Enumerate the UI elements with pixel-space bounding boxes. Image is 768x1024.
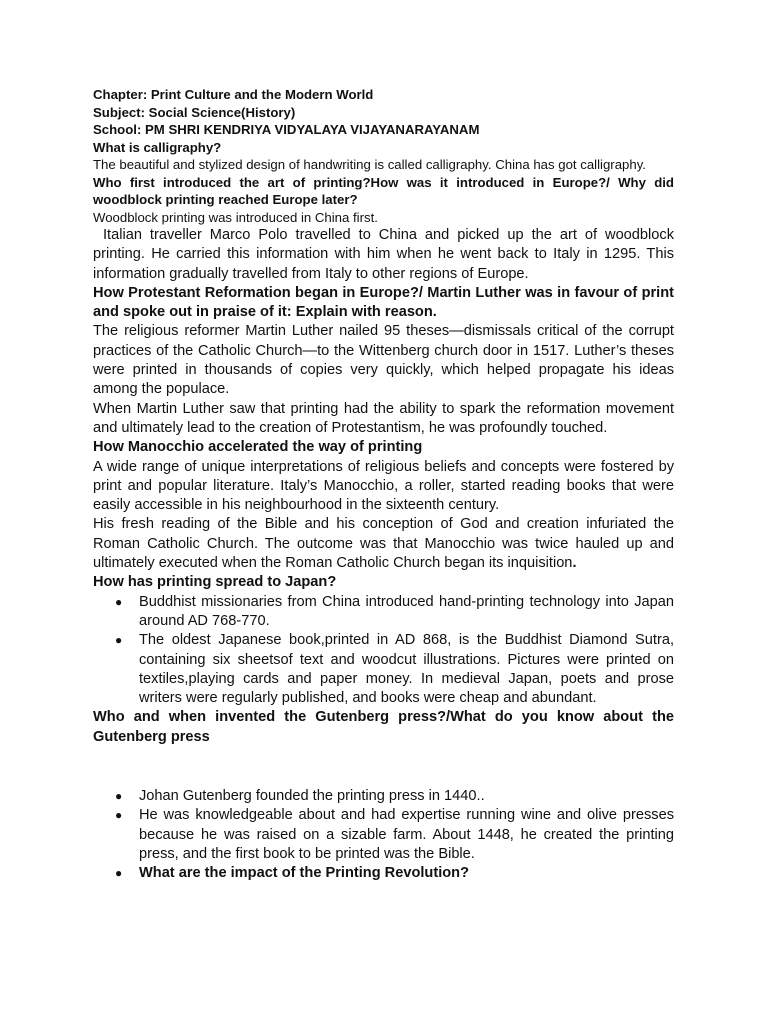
answer-printing-origin-intro: Woodblock printing was introduced in China first. — [93, 209, 378, 225]
bullet-icon: ● — [115, 594, 123, 609]
answer-manocchio-p2-end: . — [572, 555, 577, 572]
japan-bullet-list — [93, 593, 674, 709]
bullet-icon: ● — [115, 808, 123, 823]
list-item-text: Johan Gutenberg founded the printing press in 1440.. — [139, 788, 485, 805]
list-item-text: Buddhist missionaries from China introduced hand-printing technology into Japan around AD 768-770. — [139, 593, 674, 629]
bullet-icon: ● — [115, 866, 123, 881]
question-japan: How has printing spread to Japan? — [93, 574, 337, 591]
list-item-text: He was knowledgeable about and had expertise running wine and olive presses because he was raised on a sizable farm. About 1448, he created the printing press, and the first book to be printed was the Bible. — [139, 807, 674, 862]
list-item — [93, 806, 674, 864]
gutenberg-bullet-list — [93, 787, 674, 883]
list-item — [93, 864, 674, 883]
answer-reformation-p1: The religious reformer Martin Luther nailed 95 theses—dismissals critical of the corrupt practices of the Catholic Church—to the Wittenberg church door in 1517. Luther’s theses were printed in thousands of copies very quickly, which helped propagate his ideas among the populace. — [93, 323, 674, 398]
answer-calligraphy: The beautiful and stylized design of handwriting is called calligraphy. China has got calligraphy. — [93, 157, 646, 172]
answer-manocchio-p2 — [93, 515, 674, 573]
answer-manocchio-p1: A wide range of unique interpretations of religious beliefs and concepts were fostered by print and popular literature. Italy’s Manocchio, a roller, started reading books that were easily accessible in his neighbourhood in the sixteenth century. — [93, 458, 674, 514]
answer-manocchio-p2-text: His fresh reading of the Bible and his conception of God and creation infuriated the Roman Catholic Church. The outcome was that Manocchio was twice hauled up and ultimately executed when the Roman Catholic Church began its inquisition — [93, 516, 674, 572]
question-printing-revolution: What are the impact of the Printing Revolution? — [139, 865, 469, 882]
chapter-title: Chapter: Print Culture and the Modern World — [93, 87, 374, 102]
list-item — [93, 787, 674, 806]
question-reformation: How Protestant Reformation began in Europe?/ Martin Luther was in favour of print and spoke out in praise of it: Explain with reason. — [93, 284, 674, 321]
list-item — [93, 631, 674, 708]
list-item — [93, 593, 674, 632]
document-page — [93, 86, 674, 884]
question-gutenberg: Who and when invented the Gutenberg press?/What do you know about the Gutenberg press — [93, 709, 674, 745]
list-item-text: The oldest Japanese book,printed in AD 868, is the Buddhist Diamond Sutra, containing six sheetsof text and woodcut illustrations. Pictures were printed on textiles,playing cards and paper money. In medieval Japan, poets and prose writers were regularly published, and books were cheap and abundant. — [139, 632, 674, 707]
school-line: School: PM SHRI KENDRIYA VIDYALAYA VIJAYANARAYANAM — [93, 122, 480, 137]
question-manocchio: How Manocchio accelerated the way of printing — [93, 439, 423, 456]
answer-reformation-p2: When Martin Luther saw that printing had the ability to spark the reformation movement and ultimately lead to the creation of Protestantism, he was profoundly touched. — [93, 400, 674, 436]
bullet-icon: ● — [115, 789, 123, 804]
question-printing-origin: Who first introduced the art of printing?How was it introduced in Europe?/ Why did woodblock printing reached Europe later? — [93, 174, 674, 207]
bullet-icon: ● — [115, 633, 123, 648]
question-calligraphy: What is calligraphy? — [93, 139, 222, 155]
subject-line: Subject: Social Science(History) — [93, 104, 296, 120]
answer-printing-origin: Italian traveller Marco Polo travelled to China and picked up the art of woodblock printing. He carried this information with him when he went back to Italy in 1295. This information gradually travelled from Italy to other regions of Europe. — [93, 227, 674, 282]
spacer — [93, 747, 674, 787]
